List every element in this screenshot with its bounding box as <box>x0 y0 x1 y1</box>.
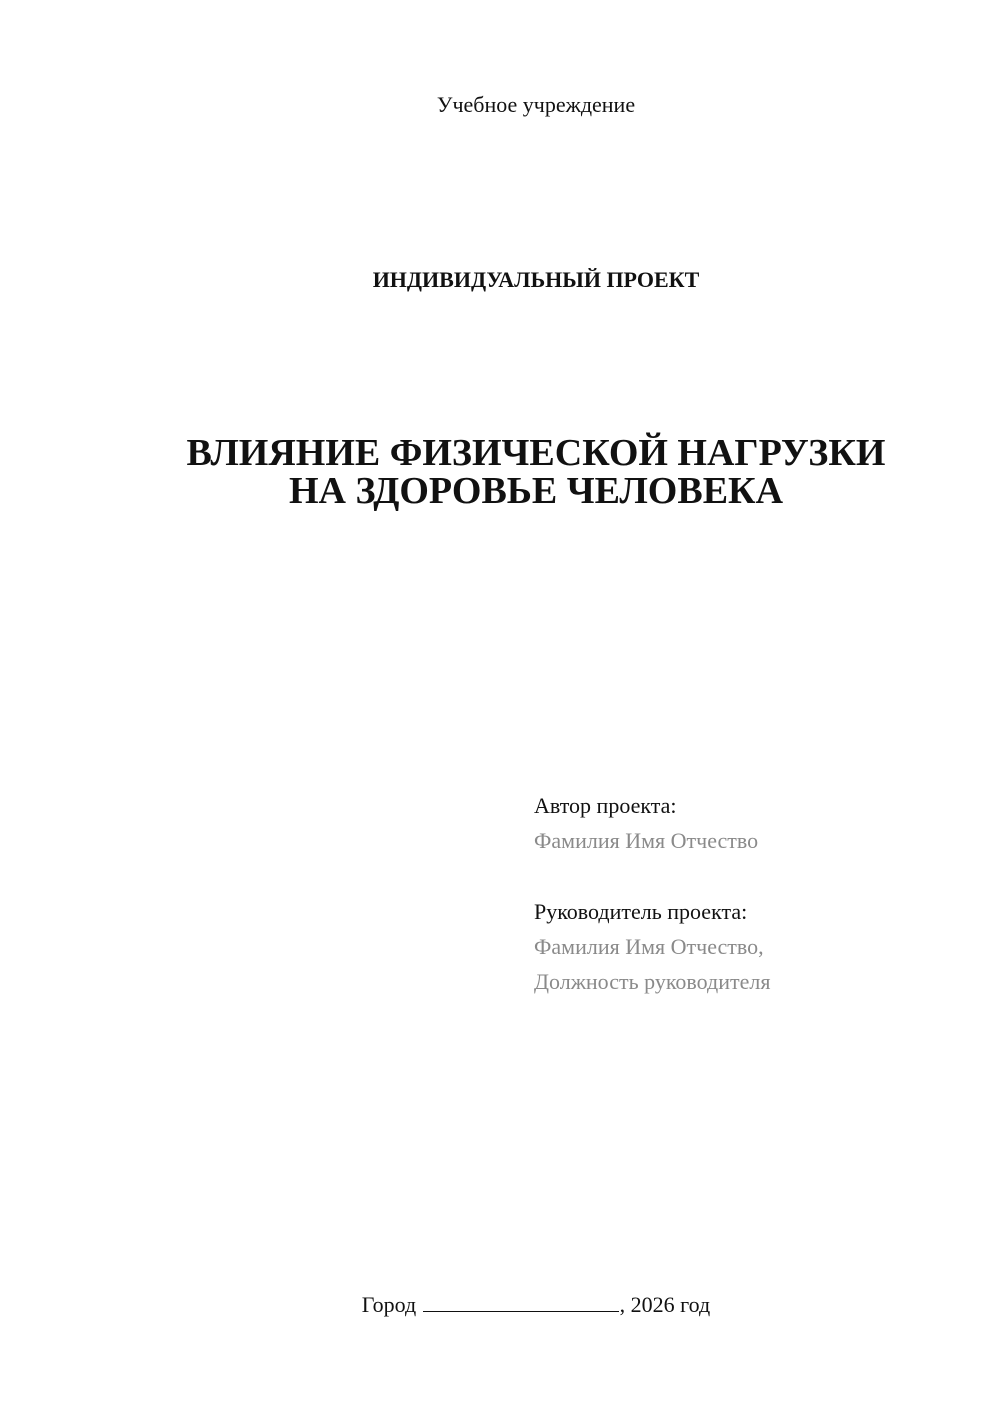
project-title-line-2: НА ЗДОРОВЬЕ ЧЕЛОВЕКА <box>288 470 784 512</box>
supervisor-position: Должность руководителя <box>534 969 771 994</box>
supervisor-name: Фамилия Имя Отчество, <box>534 934 764 959</box>
project-title-line-1: ВЛИЯНИЕ ФИЗИЧЕСКОЙ НАГРУЗКИ <box>186 432 886 474</box>
supervisor-label: Руководитель проекта: <box>534 899 748 924</box>
author-name: Фамилия Имя Отчество <box>534 828 759 853</box>
city-blank-line <box>423 1289 619 1312</box>
author-label: Автор проекта: <box>534 793 677 818</box>
document-type: ИНДИВИДУАЛЬНЫЙ ПРОЕКТ <box>372 267 700 292</box>
year-text: , 2026 год <box>619 1292 711 1317</box>
institution-name: Учебное учреждение <box>436 92 636 117</box>
project-title <box>0 434 1000 510</box>
city-year-line <box>0 1289 1000 1320</box>
credits-spacer <box>534 858 974 894</box>
credits-block <box>534 788 974 999</box>
city-label: Город <box>361 1292 417 1317</box>
